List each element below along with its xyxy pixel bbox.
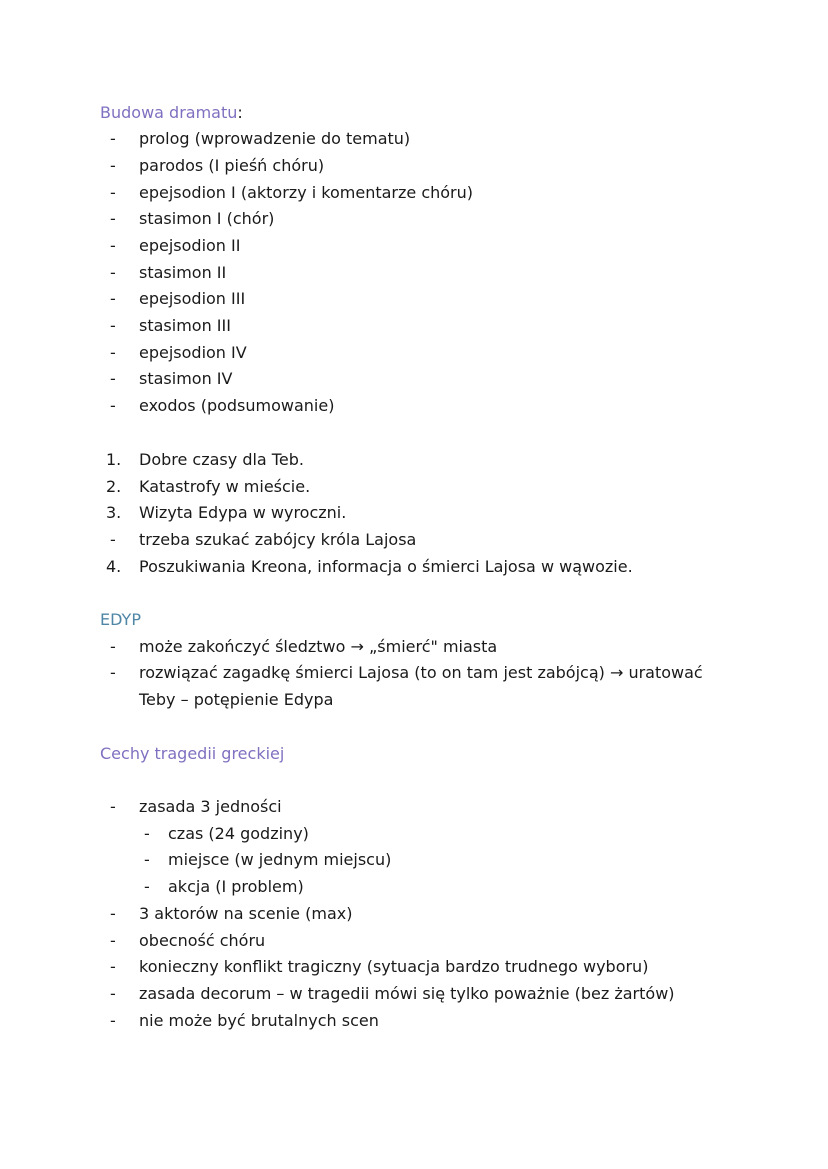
document-page: Budowa dramatu: - prolog (wprowadzenie do tematu) - parodos (I pieśń chóru) - epejsodion I (aktorzy i komentarze chóru) - stasimon I (chór) - epejsodion II - stasimon II - epejsodion III - stasimon III - epejsodion IV - stasimon IV - exodos (podsumowanie) 1. Dobre czasy dla Teb. 2. Katastrofy w mieście. 3. Wizyta Edypa w wyroczni. - trzeba szukać zabójcy króla Lajosa 4. Poszukiwania Kreona, informacja o śmierci Lajosa w wąwozie. EDYP - może zakończyć śledztwo → „śmierć" miasta - rozwiązać zagadkę śmierci Lajosa (to on tam jest zabójcą) → uratować Teby – potępienie Edypa Cechy tragedii greckiej - zasada 3 jedności - czas (24 godziny) - miejsce (w jednym miejscu) - akcja (I problem) - 3 aktorów na scenie (max) - obecność chóru - konieczny konflikt tragiczny (sytuacja bardzo trudnego wyboru) - zasada decorum – w tragedii mówi się tylko poważnie (bez żartów) - nie może być brutalnych scen: [100, 103, 703, 1030]
heading-edyp: EDYP: [100, 610, 141, 629]
heading-cechy-tragedii: Cechy tragedii greckiej: [100, 744, 285, 763]
heading-colon: :: [237, 103, 243, 122]
heading-text: Budowa dramatu: [100, 103, 238, 122]
heading-budowa-dramatu: [100, 103, 243, 123]
